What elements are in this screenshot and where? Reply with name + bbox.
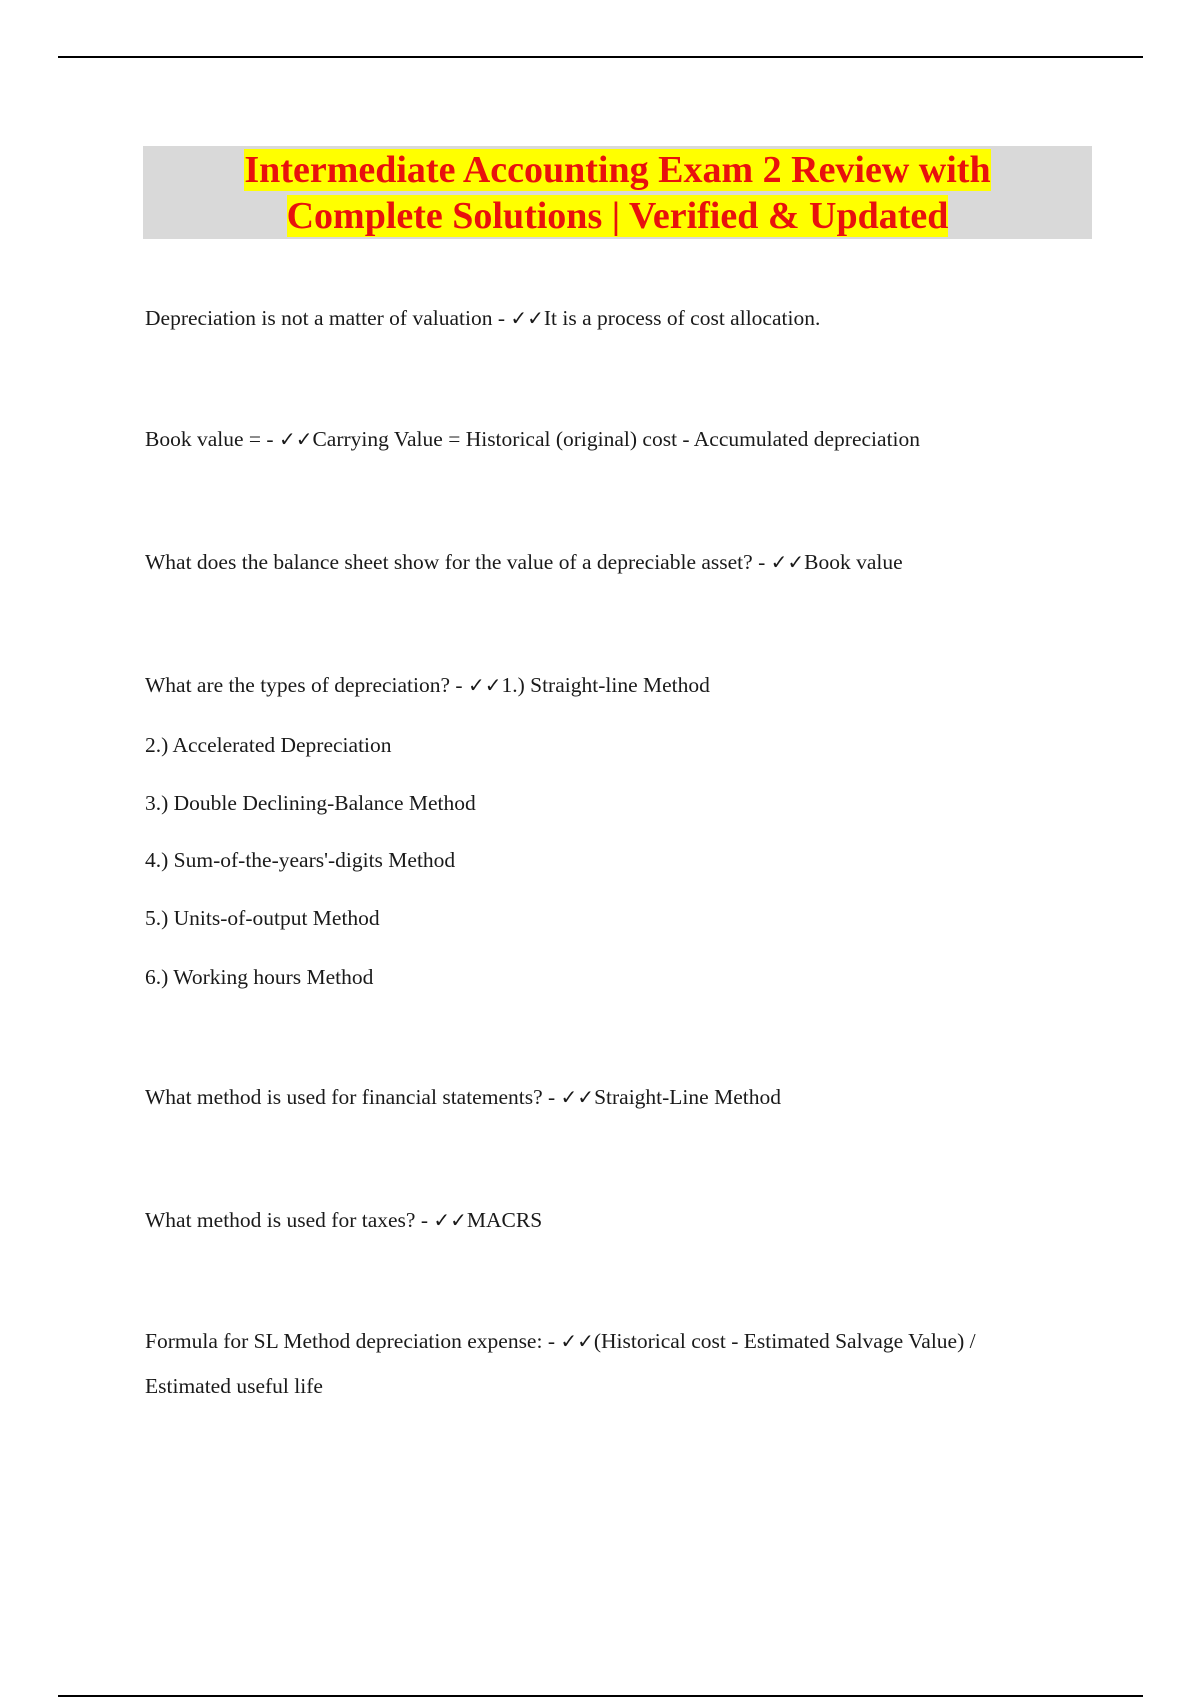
answer-text: 1.) Straight-line Method — [501, 673, 710, 697]
depreciation-type-5: 5.) Units-of-output Method — [145, 906, 380, 930]
double-check-icon: ✓✓ — [433, 1208, 467, 1232]
double-check-icon: ✓✓ — [278, 427, 313, 451]
footer-rule — [58, 1695, 1143, 1697]
depreciation-type-4: 4.) Sum-of-the-years'-digits Method — [145, 848, 456, 872]
qa-item-5 — [145, 1075, 781, 1119]
double-check-icon: ✓✓ — [510, 306, 544, 330]
answer-text: (Historical cost - Estimated Salvage Value) / — [593, 1329, 976, 1353]
question-text: What does the balance sheet show for the value of a depreciable asset? - — [145, 550, 771, 574]
qa-item-4 — [145, 663, 710, 707]
answer-text: It is a process of cost allocation. — [543, 306, 821, 330]
question-text: What method is used for financial statements? - — [145, 1085, 561, 1109]
double-check-icon: ✓✓ — [770, 550, 805, 574]
depreciation-type-6: 6.) Working hours Method — [145, 965, 374, 989]
qa-item-7 — [145, 1319, 976, 1363]
qa-item-6 — [145, 1198, 542, 1242]
double-check-icon: ✓✓ — [560, 1329, 594, 1353]
document-title — [244, 147, 990, 239]
double-check-icon: ✓✓ — [560, 1085, 595, 1109]
question-text: Depreciation is not a matter of valuation - — [145, 306, 511, 330]
qa-item-2 — [145, 417, 920, 461]
question-text: What are the types of depreciation? - — [145, 673, 468, 697]
depreciation-type-3: 3.) Double Declining-Balance Method — [145, 791, 476, 815]
question-text: Formula for SL Method depreciation expense: - — [145, 1329, 561, 1353]
answer-text: Carrying Value = Historical (original) cost - Accumulated depreciation — [312, 427, 921, 451]
header-rule — [58, 56, 1143, 58]
title-banner — [143, 146, 1092, 239]
answer-text: Straight-Line Method — [594, 1085, 781, 1109]
title-line-1: Intermediate Accounting Exam 2 Review with — [244, 148, 991, 191]
formula-continuation: Estimated useful life — [145, 1374, 323, 1398]
question-text: What method is used for taxes? - — [145, 1208, 434, 1232]
qa-item-3 — [145, 540, 903, 584]
depreciation-type-2: 2.) Accelerated Depreciation — [145, 733, 392, 757]
answer-text: Book value — [804, 550, 903, 574]
qa-item-1 — [145, 296, 820, 340]
title-line-2: Complete Solutions | Verified & Updated — [286, 194, 949, 237]
answer-text: MACRS — [466, 1208, 543, 1232]
double-check-icon: ✓✓ — [467, 673, 502, 697]
question-text: Book value = - — [145, 427, 279, 451]
